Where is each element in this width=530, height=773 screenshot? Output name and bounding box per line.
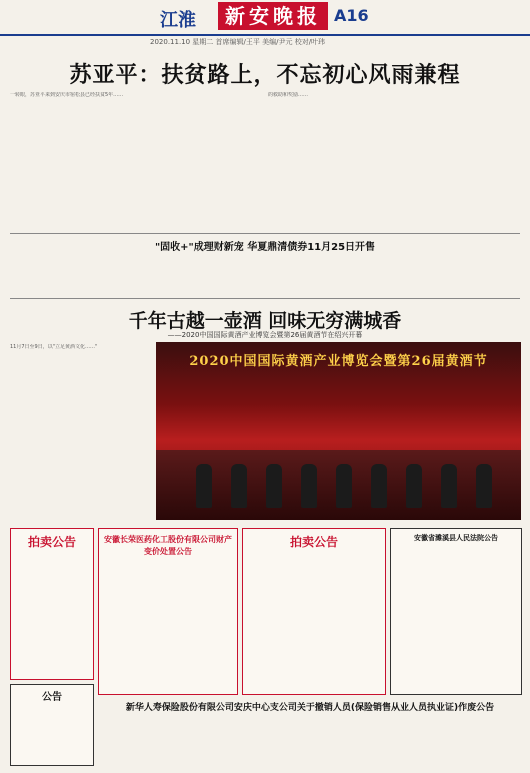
public-notice-ad (10, 684, 94, 766)
asset-disposal-ad (98, 528, 238, 695)
masthead-meta: 2020.11.10 星期二 首席编辑/王平 美编/尹元 校对/叶玮 (150, 38, 326, 46)
stage (156, 450, 521, 520)
ad-title: 安徽省濉溪县人民法院公告 (414, 533, 498, 542)
person-figure (406, 464, 422, 508)
ad-title: 安徽长荣医药化工股份有限公司财产变价处置公告 (104, 534, 232, 556)
ad-title: 拍卖公告 (27, 535, 76, 549)
ad-body (11, 554, 93, 674)
masthead (0, 0, 530, 46)
person-figure (196, 464, 212, 508)
person-figure (266, 464, 282, 508)
person-figure (231, 464, 247, 508)
ad-body (243, 554, 385, 688)
article3-subheadline: ——2020中国国际黄酒产业博览会暨第26届黄酒节在绍兴开幕 (167, 331, 363, 339)
ad-body (11, 706, 93, 762)
court-notice-ad (390, 528, 522, 695)
article1-headline: 苏亚平：扶贫路上，不忘初心风雨兼程 (69, 62, 461, 88)
newspaper-logo: 新安晚报 (218, 2, 328, 30)
insurance-notice-title: 新华人寿保险股份有限公司安庆中心支公司关于撤销人员(保险销售从业人员执业证)作废公告 (125, 703, 495, 713)
divider (10, 298, 520, 299)
article3-headline: 千年古越一壶酒 回味无穷满城香 (128, 310, 402, 332)
divider (10, 233, 520, 234)
person-figure (476, 464, 492, 508)
page-number: A16 (334, 6, 369, 25)
ad-body (99, 561, 237, 685)
ad-body (391, 547, 521, 687)
article1-body-left: 一转眼，苏亚平来到安庆市宿松县已经扶贫5年…… (10, 92, 124, 98)
photo-banner-text: 2020中国国际黄酒产业博览会暨第26届黄酒节 (189, 354, 488, 369)
person-figure (371, 464, 387, 508)
person-figure (301, 464, 317, 508)
article2-headline: "固收+"成理财新宠 华夏鼎清债券11月25日开售 (154, 242, 376, 253)
person-figure (336, 464, 352, 508)
article2-body-right (268, 253, 520, 295)
masthead-region: 江淮 (160, 10, 196, 31)
ad-title: 拍卖公告 (289, 535, 338, 549)
insurance-notice-body (100, 716, 520, 766)
article2-body-left (10, 253, 262, 295)
ad-title: 公告 (42, 692, 62, 703)
article1-body-right: 的救助和奖励…… (268, 92, 309, 98)
auction-notice-ad-2 (242, 528, 386, 695)
masthead-rule (0, 34, 530, 36)
auction-notice-ad (10, 528, 94, 680)
person-figure (441, 464, 457, 508)
article3-body: 11月7日至9日，以"立足黄酒文化……" (10, 344, 98, 350)
event-photo (156, 342, 521, 520)
